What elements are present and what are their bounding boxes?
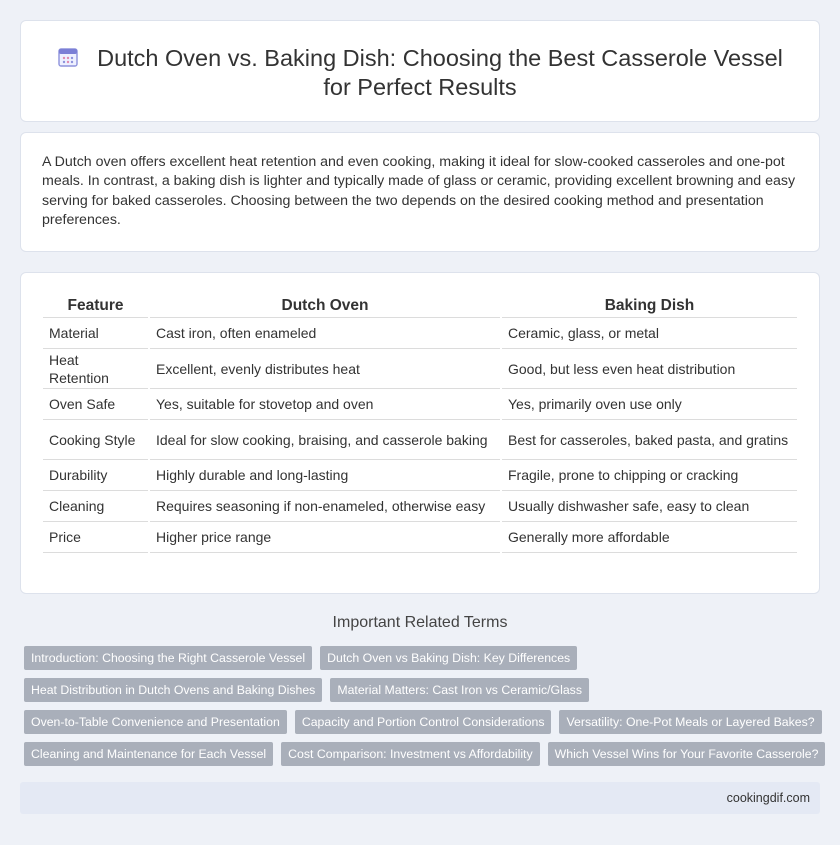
header-card <box>20 20 820 122</box>
row-feature: Oven Safe <box>43 389 148 420</box>
related-terms-heading: Important Related Terms <box>332 614 508 631</box>
row-baking-dish: Good, but less even heat distribution <box>502 349 797 389</box>
row-dutch-oven: Requires seasoning if non-enameled, otherwise easy <box>150 491 500 522</box>
page-title-line2: for Perfect Results <box>323 74 517 100</box>
related-term-tag[interactable]: Dutch Oven vs Baking Dish: Key Differences <box>320 646 577 670</box>
intro-card <box>20 132 820 252</box>
table-row <box>43 389 797 420</box>
row-dutch-oven: Ideal for slow cooking, braising, and casserole baking <box>150 420 500 460</box>
related-term-tag[interactable]: Introduction: Choosing the Right Casserole Vessel <box>24 646 312 670</box>
related-term-tag[interactable]: Heat Distribution in Dutch Ovens and Baking Dishes <box>24 678 322 702</box>
row-feature: Durability <box>43 460 148 491</box>
row-feature: Cooking Style <box>43 420 148 460</box>
row-baking-dish: Yes, primarily oven use only <box>502 389 797 420</box>
row-baking-dish: Usually dishwasher safe, easy to clean <box>502 491 797 522</box>
row-baking-dish: Fragile, prone to chipping or cracking <box>502 460 797 491</box>
page-title <box>21 44 819 102</box>
row-dutch-oven: Excellent, evenly distributes heat <box>150 349 500 389</box>
table-row <box>43 420 797 460</box>
related-term-tag[interactable]: Which Vessel Wins for Your Favorite Casserole? <box>548 742 826 766</box>
page-title-line1: Dutch Oven vs. Baking Dish: Choosing the Best Casserole Vessel <box>97 45 783 71</box>
comparison-table <box>41 294 799 553</box>
row-dutch-oven: Yes, suitable for stovetop and oven <box>150 389 500 420</box>
row-dutch-oven: Highly durable and long-lasting <box>150 460 500 491</box>
column-header-dutch-oven: Dutch Oven <box>150 294 500 318</box>
table-row <box>43 318 797 349</box>
table-row <box>43 460 797 491</box>
column-header-baking-dish: Baking Dish <box>502 294 797 318</box>
comparison-card <box>20 272 820 594</box>
footer <box>20 782 820 814</box>
row-feature: Heat Retention <box>43 349 148 389</box>
related-term-tag[interactable]: Oven-to-Table Convenience and Presentation <box>24 710 287 734</box>
intro-text: A Dutch oven offers excellent heat retention and even cooking, making it ideal for slow-cooked casseroles and one-pot meals. In contrast, a baking dish is lighter and typically made of glass or ceramic, providing excellent browning and easy serving for baked casseroles. Choosing between the two depends on the desired cooking method and presentation preferences. <box>42 154 796 228</box>
related-term-tag[interactable]: Capacity and Portion Control Considerations <box>295 710 552 734</box>
row-dutch-oven: Higher price range <box>150 522 500 553</box>
related-term-tag[interactable]: Material Matters: Cast Iron vs Ceramic/Glass <box>330 678 589 702</box>
table-row <box>43 522 797 553</box>
related-term-tag[interactable]: Cost Comparison: Investment vs Affordability <box>281 742 539 766</box>
row-feature: Cleaning <box>43 491 148 522</box>
row-baking-dish: Generally more affordable <box>502 522 797 553</box>
table-row <box>43 349 797 389</box>
table-row <box>43 491 797 522</box>
related-term-tag[interactable]: Versatility: One-Pot Meals or Layered Bakes? <box>559 710 821 734</box>
table-header-row <box>43 294 797 318</box>
column-header-feature: Feature <box>43 294 148 318</box>
related-terms-list <box>24 646 824 774</box>
row-baking-dish: Ceramic, glass, or metal <box>502 318 797 349</box>
related-term-tag[interactable]: Cleaning and Maintenance for Each Vessel <box>24 742 273 766</box>
footer-site-link[interactable]: cookingdif.com <box>726 791 810 805</box>
row-feature: Price <box>43 522 148 553</box>
row-baking-dish: Best for casseroles, baked pasta, and gratins <box>502 420 797 460</box>
row-feature: Material <box>43 318 148 349</box>
row-dutch-oven: Cast iron, often enameled <box>150 318 500 349</box>
